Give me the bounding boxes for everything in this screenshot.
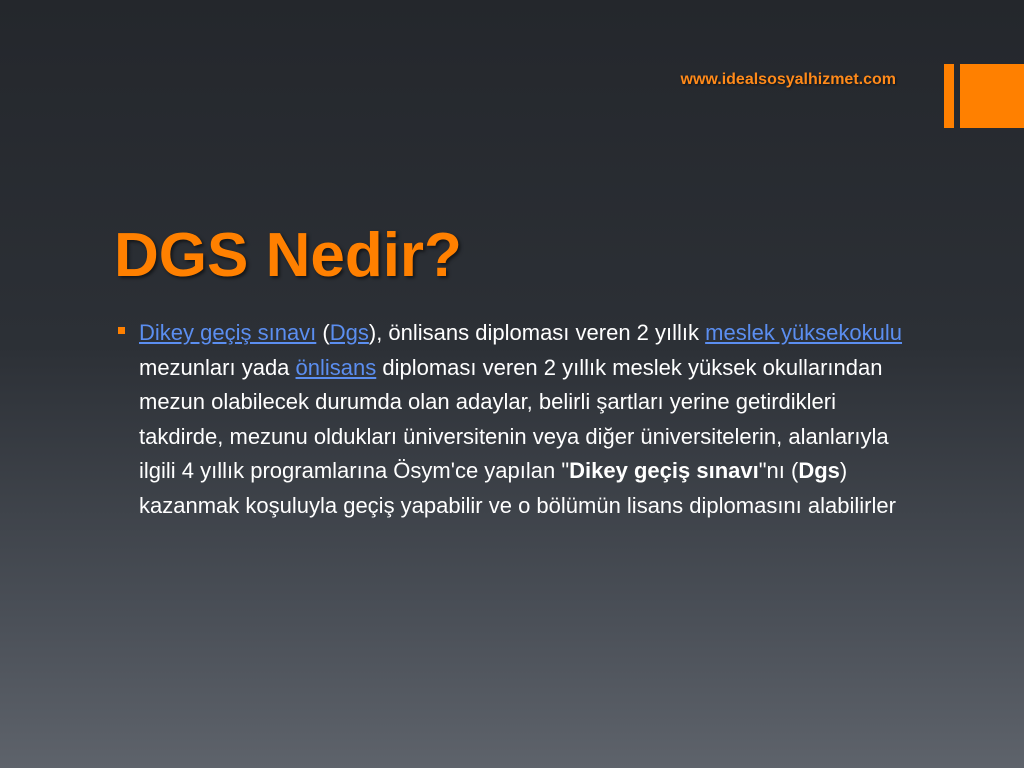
bold-dgs: Dgs	[798, 458, 840, 483]
text-segment: diploması veren 2 yıllık meslek yüksek okullarından mezun olabilecek durumda olan adaylar, belirli şartları yerine getirdikleri takdirde, mezunu oldukları üniversitenin veya diğer üniversitelerin, alanlarıyla ilgili 4 yıllık programlarına Ösym'ce yapılan "	[139, 354, 889, 483]
slide-title: DGS Nedir?	[114, 221, 462, 290]
website-url: www.idealsosyalhizmet.com	[680, 71, 896, 88]
text-segment: "nı (	[758, 458, 799, 483]
link-onlisans[interactable]: önlisans	[295, 354, 377, 380]
accent-bars-decoration	[944, 64, 1024, 128]
text-segment: ), önlisans diploması veren 2 yıllık	[368, 320, 706, 345]
text-segment: mezunları yada	[139, 354, 296, 380]
slide-content	[118, 316, 918, 523]
square-bullet-icon	[118, 327, 125, 334]
bullet-text	[139, 316, 918, 523]
link-dgs[interactable]: Dgs	[329, 320, 369, 345]
link-meslek-yuksekokulu[interactable]: meslek yüksekokulu	[705, 320, 903, 345]
link-dikey-gecis-sinavi[interactable]: Dikey geçiş sınavı	[139, 320, 317, 345]
accent-bar-wide	[960, 64, 1024, 128]
text-segment: ) kazanmak koşuluyla geçiş yapabilir ve o bölümün lisans diplomasını alabilirler	[139, 458, 896, 518]
bold-dikey-gecis-sinavi: Dikey geçiş sınavı	[569, 458, 759, 483]
bullet-item	[118, 316, 918, 523]
text-segment: (	[316, 320, 330, 345]
accent-bar-thin	[944, 64, 954, 128]
